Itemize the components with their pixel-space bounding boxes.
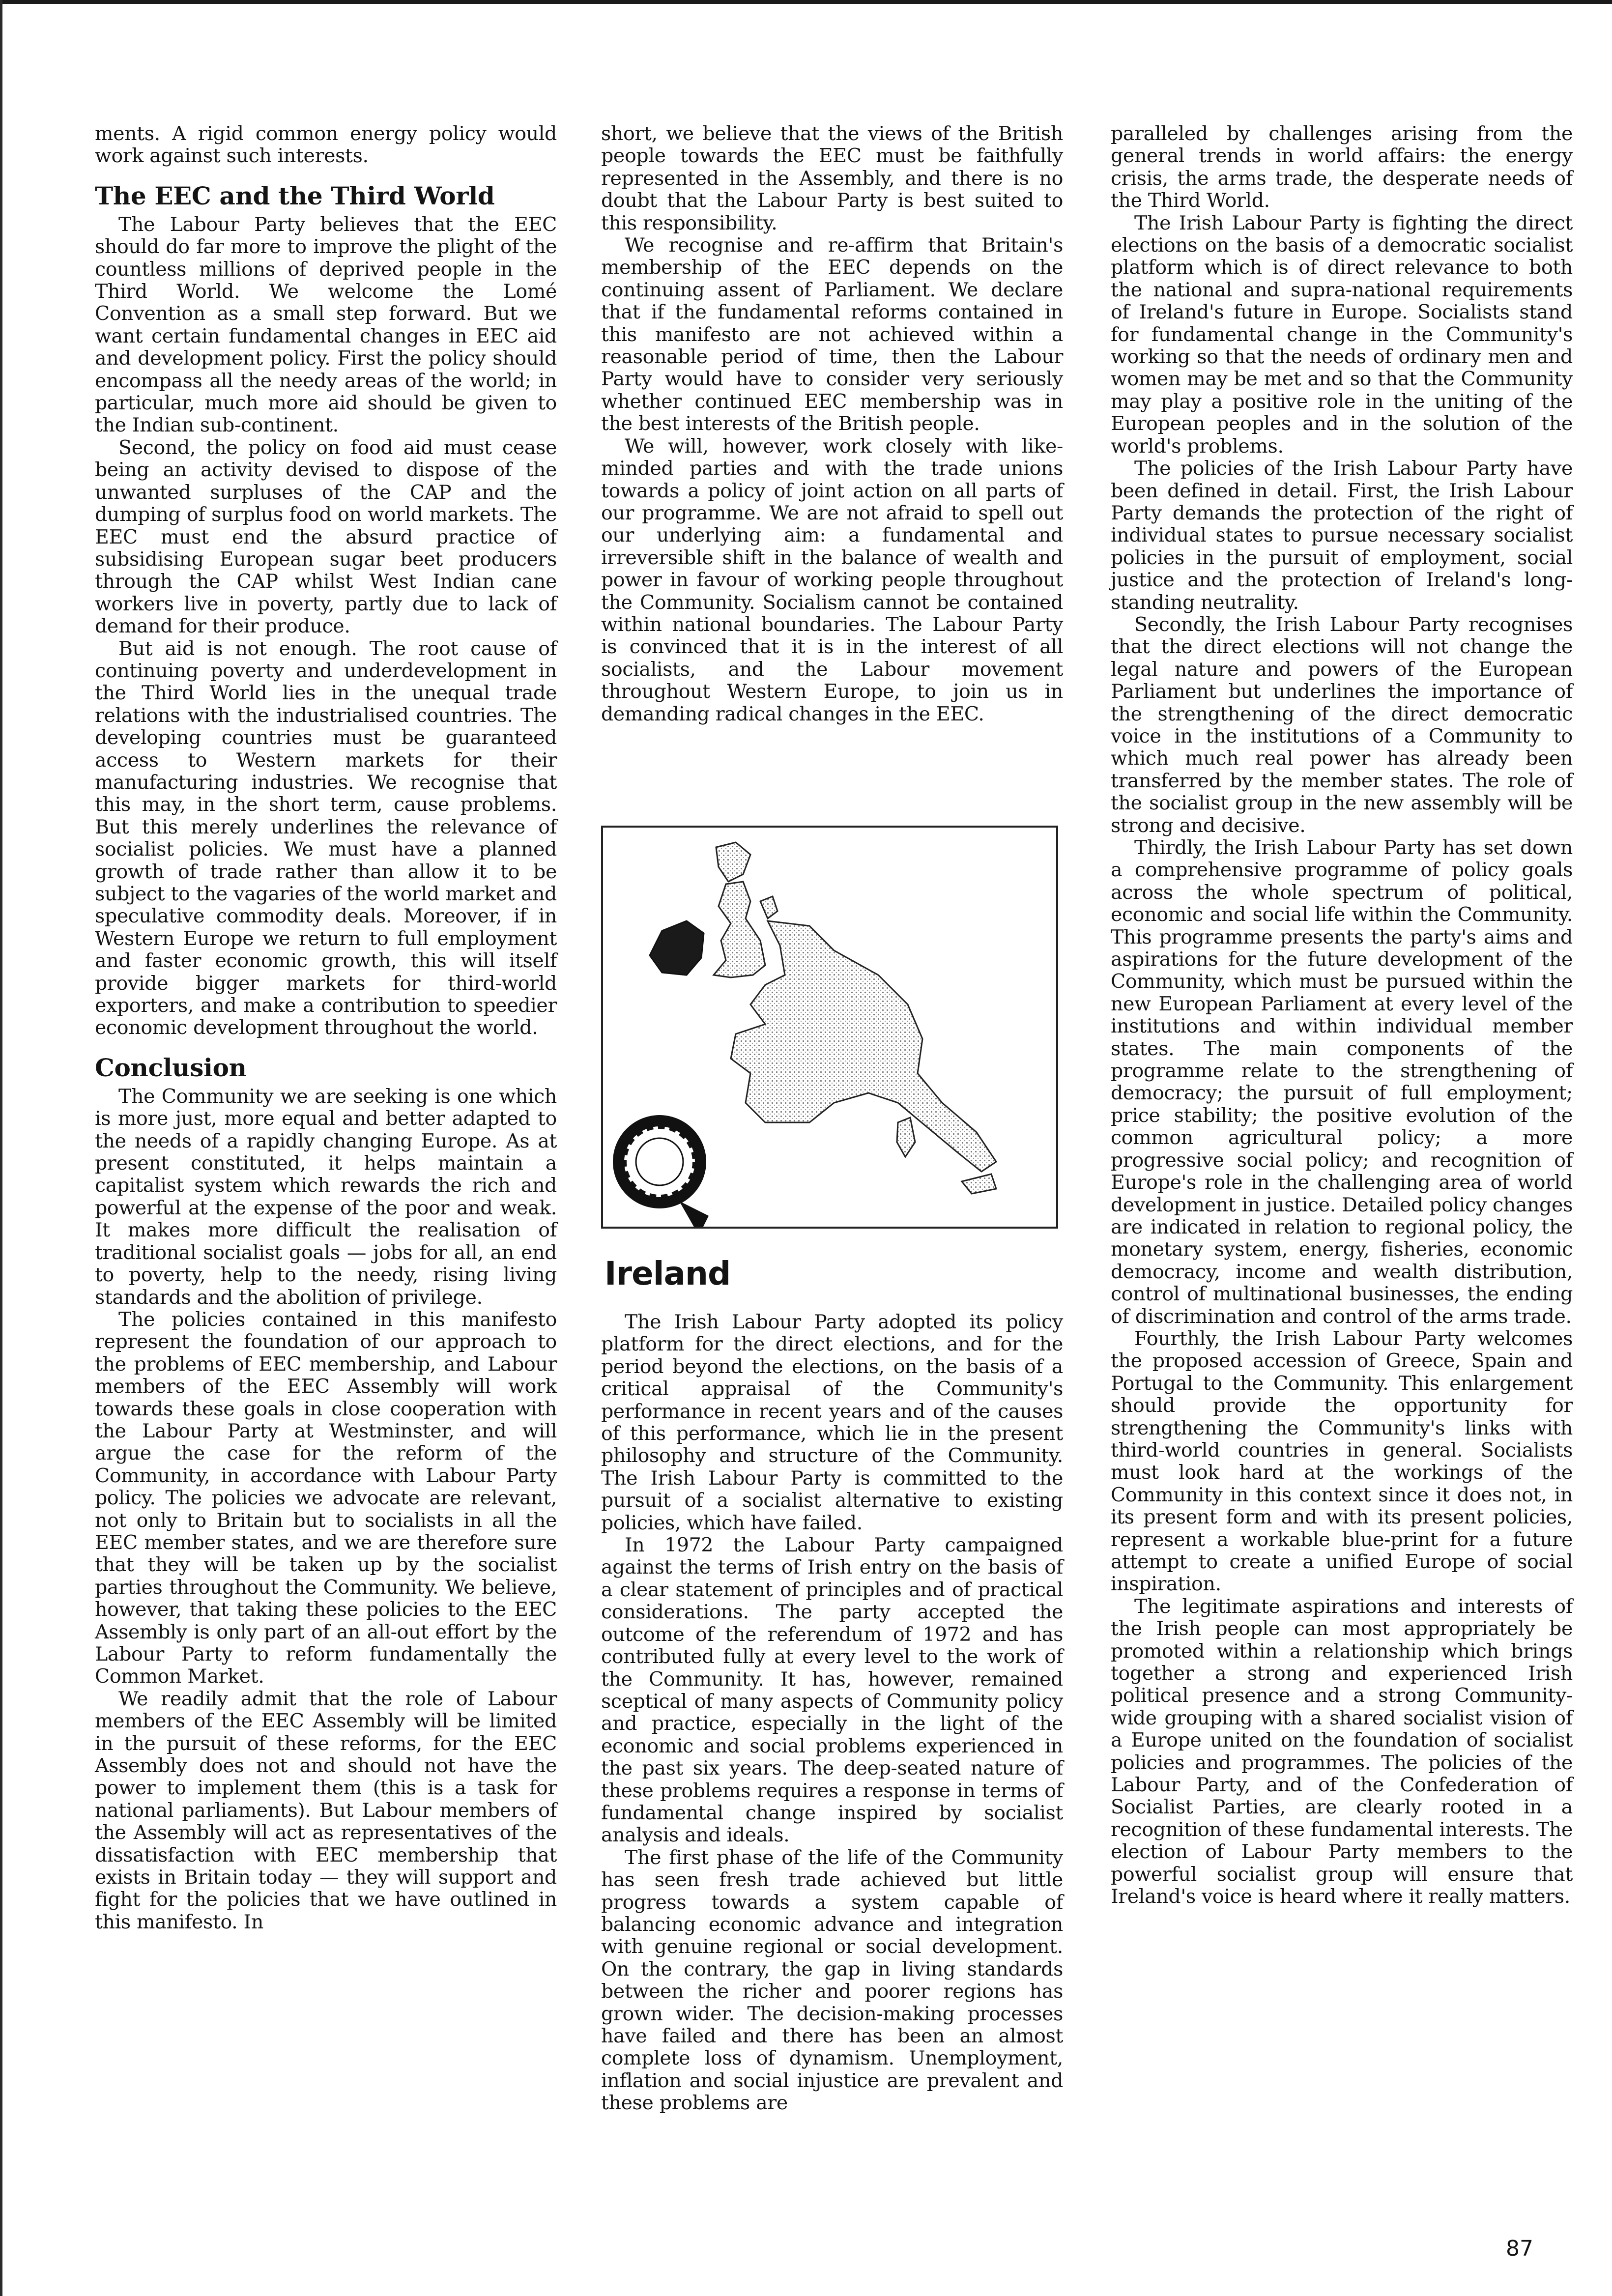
column-1 (95, 123, 557, 1933)
paragraph: But aid is not enough. The root cause of continuing poverty and underdevelopment in the Third World lies in the unequal trade relations with the industrialised countries. The developing countries must be guaranteed access to Western markets for their manufacturing industries. We recognise that this may, in the short term, cause problems. But this merely underlines the relevance of socialist policies. We must have a planned growth of trade rather than allow it to be subject to the vagaries of the world market and speculative commodity deals. Moreover, if in Western Europe we return to full employment and faster economic growth, this will itself provide bigger markets for third-world exporters, and make a contribution to speedier economic development throughout the world. (95, 637, 557, 1039)
paragraph: paralleled by challenges arising from the general trends in world affairs: the energy crisis, the arms trade, the desperate needs of the Third World. (1111, 122, 1573, 212)
paragraph: The first phase of the life of the Community has seen fresh trade achieved but little progress towards a system capable of balancing economic advance and integration with genuine regional or social development. On the contrary, the gap in living standards between the richer and poorer regions has grown wider. The decision-making processes have failed and there has been an almost complete loss of dynamism. Unemployment, inflation and social injustice are prevalent and these problems are (601, 1846, 1063, 2115)
paragraph: ments. A rigid common energy policy would work against such interests. (95, 122, 557, 168)
britain-shape (714, 882, 765, 977)
europe-map-graphic (603, 828, 1056, 1227)
page-top-rule (0, 0, 1612, 4)
paragraph: The policies contained in this manifesto represent the foundation of our approach to the problems of EEC membership, and Labour members of the EEC Assembly will work towards these goals in close cooperation with the Labour Party at Westminster, and will argue the case for the reform of the Community, in accordance with Labour Party policy. The policies we advocate are relevant, not only to Britain but to socialists in all the EEC member states, and we are therefore sure that they will be taken up by the socialist parties throughout the Community. We believe, however, that taking these policies to the EEC Assembly is only part of an all-out effort by the Labour Party to reform fundamentally the Common Market. (95, 1308, 557, 1688)
continent-shape (731, 921, 996, 1172)
scandinavia-shape (716, 842, 750, 882)
paragraph: The policies of the Irish Labour Party have been defined in detail. First, the Irish Labour Party demands the protection of the right of individual states to pursue necessary socialist policies in the pursuit of employment, social justice and the protection of Ireland's long-standing neutrality. (1111, 457, 1573, 614)
paragraph: The Community we are seeking is one which is more just, more equal and better adapted to the needs of a rapidly changing Europe. As at present constituted, it helps maintain a capitalist system which rewards the rich and powerful at the expense of the poor and weak. It makes more difficult the realisation of traditional socialist goals — jobs for all, an end to poverty, help to the needy, rising living standards and the abolition of privilege. (95, 1085, 557, 1309)
paragraph: The Labour Party believes that the EEC should do far more to improve the plight of the countless millions of deprived people in the Third World. We welcome the Lomé Convention as a small step forward. But we want certain fundamental changes in EEC aid and development policy. First the policy should encompass all the needy areas of the world; in particular, much more aid should be given to the Indian sub-continent. (95, 213, 557, 437)
section-heading-third-world: The EEC and the Third World (95, 181, 495, 210)
paragraph: The legitimate aspirations and interests of the Irish people can most appropriately be promoted within a relationship which brings together a strong and experienced Irish political presence and a strong Community-wide grouping with a shared socialist vision of a Europe united on the foundation of socialist policies and programmes. The policies of the Labour Party, and of the Confederation of Socialist Parties, are clearly rooted in a recognition of these fundamental interests. The election of Labour Party members to the powerful socialist group will ensure that Ireland's voice is heard where it really matters. (1111, 1595, 1573, 1908)
paragraph: The Irish Labour Party is fighting the direct elections on the basis of a democratic socialist platform which is of direct relevance to both the national and supra-national requirements of Ireland's future in Europe. Socialists stand for fundamental change in the Community's working so that the needs of ordinary men and women may be met and so that the Community may play a positive role in the uniting of the European peoples and in the solution of the world's problems. (1111, 211, 1573, 458)
paragraph: Secondly, the Irish Labour Party recognises that the direct elections will not change the legal nature and powers of the European Parliament but underlines the importance of the strengthening of the direct democratic voice in the institutions of a Community to which much real power has already been transferred by the member states. The role of the socialist group in the new assembly will be strong and decisive. (1111, 613, 1573, 837)
page-left-edge (0, 0, 2, 2296)
paragraph: Fourthly, the Irish Labour Party welcomes the proposed accession of Greece, Spain and Portugal to the Community. This enlargement should provide the opportunity for strengthening the Community's links with third-world countries in general. Socialists must look hard at the workings of the Community in this context since it does not, in its present form and with its present policies, represent a workable blue-print for a future attempt to create a unified Europe of social inspiration. (1111, 1327, 1573, 1596)
section-heading-conclusion: Conclusion (95, 1053, 247, 1082)
paragraph: short, we believe that the views of the British people towards the EEC must be faithfully represented in the Assembly, and there is no doubt that the Labour Party is best suited to this responsibility. (601, 122, 1063, 234)
paragraph: Second, the policy on food aid must cease being an activity devised to dispose of the unwanted surpluses of the CAP and the dumping of surplus food on world markets. The EEC must end the absurd practice of subsidising European sugar beet producers through the CAP whilst West Indian cane workers live in poverty, partly due to lack of demand for their produce. (95, 436, 557, 638)
paragraph: We will, however, work closely with like-minded parties and with the trade unions towards a policy of joint action on all parts of our programme. We are not afraid to spell out our underlying aim: a fundamental and irreversible shift in the balance of wealth and power in favour of working people throughout the Community. Socialism cannot be contained within national boundaries. The Labour Party is convinced that it is in the interest of all socialists, and the Labour movement throughout Western Europe, to join us in demanding radical changes in the EEC. (601, 434, 1063, 725)
paragraph: The Irish Labour Party adopted its policy platform for the direct elections, and for the period beyond the elections, on the basis of a critical appraisal of the Community's performance in recent years and of the causes of this performance, which lie in the present philosophy and structure of the Community. The Irish Labour Party is committed to the pursuit of a socialist alternative to existing policies, which have failed. (601, 1311, 1063, 1534)
paragraph: In 1972 the Labour Party campaigned against the terms of Irish entry on the basis of a clear statement of principles and of practical considerations. The party accepted the outcome of the referendum of 1972 and has contributed fully at every level to the work of the Community. It has, however, remained sceptical of many aspects of Community policy and practice, especially in the light of the economic and social problems experienced in the past six years. The deep-seated nature of these problems requires a response in terms of fundamental change inspired by socialist analysis and ideals. (601, 1534, 1063, 1847)
section-heading-ireland: Ireland (604, 1255, 731, 1292)
column-2 (601, 123, 1063, 725)
paragraph: We readily admit that the role of Labour members of the EEC Assembly will be limited in the pursuit of these reforms, for the EEC Assembly does not and should not have the power to implement them (this is a task for national parliaments). But Labour members of the Assembly will act as representatives of the dissatisfaction with EEC membership that exists in Britain today — they will support and fight for the policies that we have outlined in this manifesto. In (95, 1687, 557, 1933)
paragraph: We recognise and re-affirm that Britain's membership of the EEC depends on the continuing assent of Parliament. We declare that if the fundamental reforms contained in this manifesto are not achieved within a reasonable period of time, then the Labour Party would have to consider very seriously whether continued EEC membership was in the best interests of the British people. (601, 234, 1063, 435)
sicily-shape (962, 1174, 996, 1194)
column-2-ireland (601, 1311, 1063, 2115)
europe-map-illustration (601, 826, 1058, 1229)
column-3 (1111, 123, 1573, 1908)
denmark-shape (760, 896, 777, 918)
page-number: 87 (1506, 2236, 1533, 2261)
sardinia-shape (897, 1118, 915, 1157)
rosette-emblem (613, 1115, 709, 1227)
paragraph: Thirdly, the Irish Labour Party has set down a comprehensive programme of policy goals across the whole spectrum of political, economic and social life within the Community. This programme presents the party's aims and aspirations for the future development of the Community, which must be pursued within the new European Parliament at every level of the institutions and within individual member states. The main components of the programme relate to the strengthening of democracy; the pursuit of full employment; price stability; the positive evolution of the common agricultural policy; a more progressive social policy; and recognition of Europe's role in the challenging area of world development in justice. Detailed policy changes are indicated in relation to regional policy, the monetary system, energy, fisheries, economic democracy, income and wealth distribution, control of multinational businesses, the ending of discrimination and control of the arms trade. (1111, 836, 1573, 1328)
ireland-shape (650, 921, 704, 975)
